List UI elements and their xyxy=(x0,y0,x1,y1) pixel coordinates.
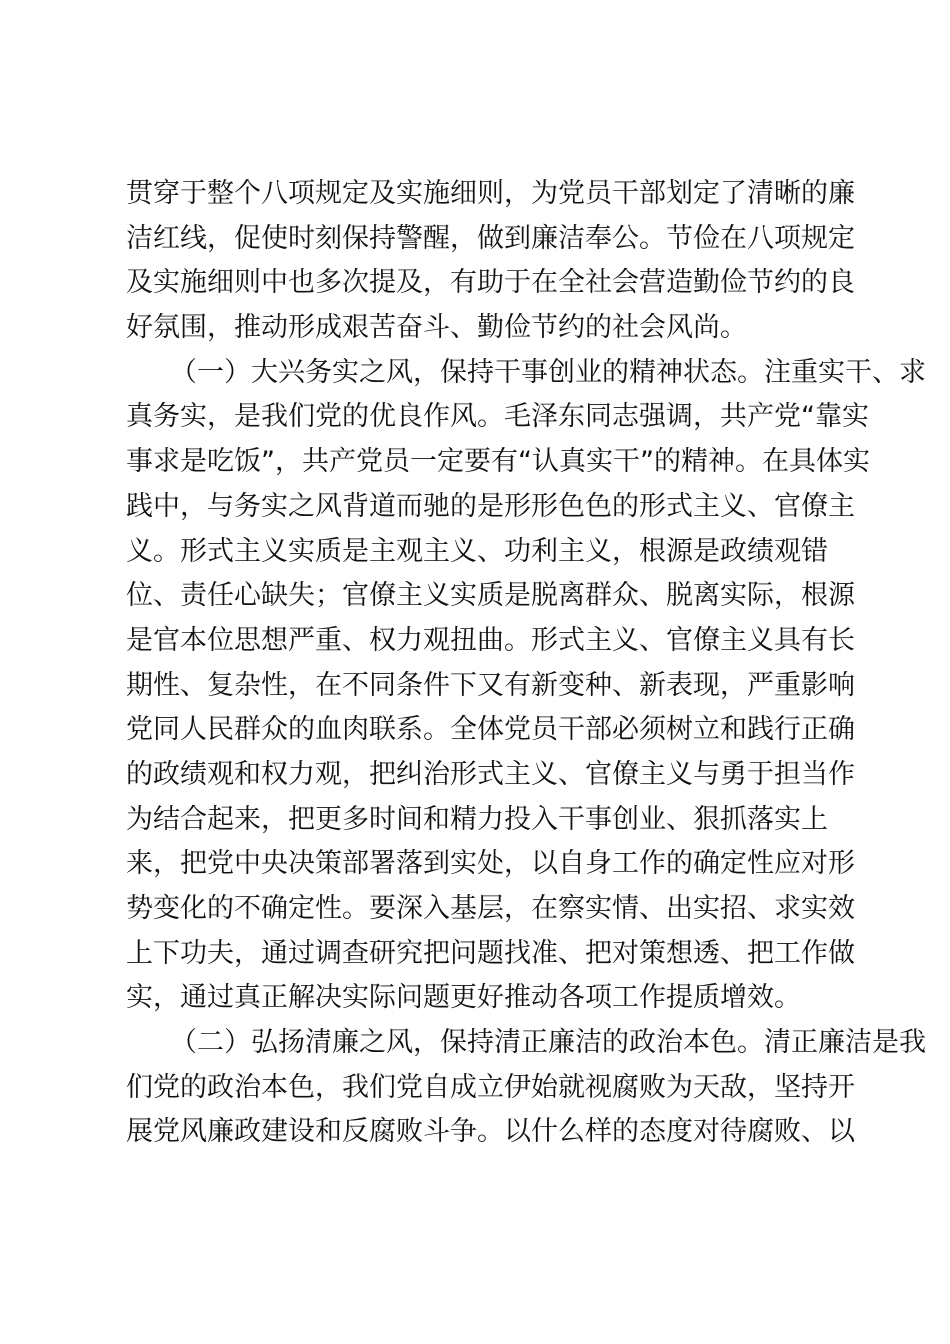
text-line: 期性、复杂性，在不同条件下又有新变种、新表现，严重影响 xyxy=(126,669,855,701)
text-line: 是官本位思想严重、权力观扭曲。形式主义、官僚主义具有长 xyxy=(126,624,855,656)
body-text xyxy=(126,172,926,1155)
text-line: 势变化的不确定性。要深入基层，在察实情、出实招、求实效 xyxy=(126,893,855,924)
text-line: 的政绩观和权力观，把纠治形式主义、官僚主义与勇于担当作 xyxy=(126,758,855,790)
text-line: 位、责任心缺失；官僚主义实质是脱离群众、脱离实际，根源 xyxy=(126,580,855,612)
text-line: 及实施细则中也多次提及，有助于在全社会营造勤俭节约的良 xyxy=(126,267,855,299)
text-line: 展党风廉政建设和反腐败斗争。以什么样的态度对待腐败、以 xyxy=(126,1116,855,1148)
text-line: 贯穿于整个八项规定及实施细则，为党员干部划定了清晰的廉 xyxy=(126,178,855,209)
text-line: 真务实，是我们党的优良作风。毛泽东同志强调，共产党“靠实 xyxy=(126,401,869,433)
section-heading-line: （二）弘扬清廉之风，保持清正廉洁的政治本色。清正廉洁是我 xyxy=(170,1027,926,1059)
text-line: 践中，与务实之风背道而驰的是形形色色的形式主义、官僚主 xyxy=(126,490,855,522)
text-line: 党同人民群众的血肉联系。全体党员干部必须树立和践行正确 xyxy=(126,714,855,746)
text-line: 来，把党中央决策部署落到实处，以自身工作的确定性应对形 xyxy=(126,848,855,880)
text-line: 上下功夫，通过调查研究把问题找准、把对策想透、把工作做 xyxy=(126,937,855,969)
text-line: 义。形式主义实质是主观主义、功利主义，根源是政绩观错 xyxy=(126,535,828,567)
text-line: 好氛围，推动形成艰苦奋斗、勤俭节约的社会风尚。 xyxy=(126,312,747,344)
text-line: 事求是吃饭”，共产党员一定要有“认真实干”的精神。在具体实 xyxy=(126,446,870,478)
text-line: 为结合起来，把更多时间和精力投入干事创业、狠抓落实上 xyxy=(126,803,828,835)
text-line: 实，通过真正解决实际问题更好推动各项工作提质增效。 xyxy=(126,982,801,1014)
section-heading-line: （一）大兴务实之风，保持干事创业的精神状态。注重实干、求 xyxy=(170,356,926,388)
text-line: 们党的政治本色，我们党自成立伊始就视腐败为天敌，坚持开 xyxy=(126,1071,855,1103)
text-line: 洁红线，促使时刻保持警醒，做到廉洁奉公。节俭在八项规定 xyxy=(126,222,855,254)
